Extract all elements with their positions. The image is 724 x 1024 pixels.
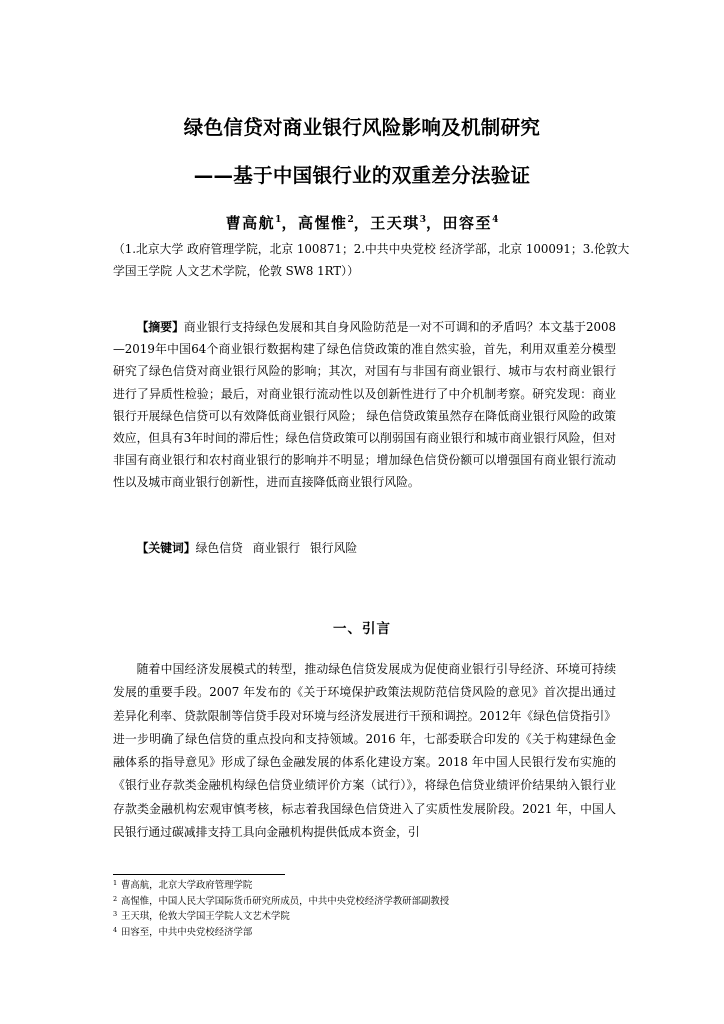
footnote xyxy=(113,909,616,925)
footnote-number: 2 xyxy=(113,894,118,903)
abstract-label: 【摘要】 xyxy=(136,320,184,334)
footnote-text: 高惺惟，中国人民大学国际货币研究所成员，中共中央党校经济学教研部副教授 xyxy=(121,895,450,907)
author-superscript: 1 xyxy=(275,215,282,225)
footnote-text: 王天琪，伦敦大学国王学院人文艺术学院 xyxy=(121,911,290,922)
author-name: 高惺惟 xyxy=(297,214,348,232)
author-name: 王天琪 xyxy=(370,214,420,232)
keyword-item: 银行风险 xyxy=(310,541,358,555)
footnote xyxy=(113,878,616,894)
keywords-label: 【关键词】 xyxy=(136,541,196,555)
author-separator: ， xyxy=(353,214,371,232)
paper-subtitle: ——基于中国银行业的双重差分法验证 xyxy=(193,164,531,187)
affiliations: （1.北京大学 政府管理学院，北京 100871；2.中共中央党校 经济学部，北京 100091；3.伦敦大学国王学院 人文艺术学院，伦敦 SW8 1RT）） xyxy=(113,242,630,278)
abstract-text: 商业银行支持绿色发展和其自身风险防范是一对不可调和的矛盾吗？本文基于2008—2019年中国64个商业银行数据构建了绿色信贷政策的准自然实验，首先，利用双重差分模型研究了绿色信贷对商业银行风险的影响；其次，对国有与非国有商业银行、城市与农村商业银行进行了异质性检验；最后，对商业银行流动性以及创新性进行了中介机制考察。研究发现：商业银行开展绿色信贷可以有效降低商业银行风险； 绿色信贷政策虽然存在降低商业银行风险的政策效应，但具有3年时间的滞后性；绿色信贷政策可以削弱国有商业银行和城市商业银行风险，但对非国有商业银行和农村商业银行的影响并不明显；增加绿色信贷份额可以增强国有商业银行流动性以及城市商业银行创新性，进而直接降低商业银行风险。 xyxy=(113,320,616,490)
keywords xyxy=(113,537,616,559)
keyword-item: 商业银行 xyxy=(252,541,300,555)
footnote-number: 4 xyxy=(113,925,118,934)
author-list xyxy=(0,212,724,233)
keyword-item: 绿色信贷 xyxy=(195,541,243,555)
footnote-number: 1 xyxy=(113,879,118,887)
author-superscript: 3 xyxy=(419,215,427,225)
body-paragraph: 随着中国经济发展模式的转型，推动绿色信贷发展成为促使商业银行引导经济、环境可持续发展的重要手段。2007 年发布的《关于环境保护政策法规防范信贷风险的意见》首次提出通过差异化利率、贷款限制等信贷手段对环境与经济发展进行干预和调控。2012年《绿色信贷指引》进一步明确了绿色信贷的重点投向和支持领域。2016 年，七部委联合印发的《关于构建绿色金融体系的指导意见》形成了绿色金融发展的体系化建设方案。2018 年中国人民银行发布实施的《银行业存款类金融机构绿色信贷业绩评价方案（试行）》，将绿色信贷业绩评价结果纳入银行业存款类金融机构宏观审慎考核，标志着我国绿色信贷进入了实质性发展阶段。2021 年，中国人民银行通过碳减排支持工具向金融机构提供低成本资金，引 xyxy=(113,662,616,840)
footnote xyxy=(113,925,616,941)
footnote xyxy=(113,894,616,910)
footnotes xyxy=(113,878,616,940)
section-heading: 一、引言 xyxy=(333,621,391,637)
footnote-text: 田容至，中共中央党校经济学部 xyxy=(121,926,253,938)
author-name: 曹高航 xyxy=(225,214,276,232)
footnote-text: 曹高航，北京大学政府管理学院 xyxy=(121,880,253,891)
paper-title: 绿色信贷对商业银行风险影响及机制研究 xyxy=(183,116,541,139)
author-separator: ， xyxy=(426,214,443,232)
author-name: 田容至 xyxy=(442,214,493,232)
footnote-divider xyxy=(113,874,285,875)
footnote-number: 3 xyxy=(113,910,118,918)
author-superscript: 2 xyxy=(347,215,354,225)
author-separator: ， xyxy=(281,214,298,232)
author-superscript: 4 xyxy=(492,215,499,225)
abstract xyxy=(113,316,616,494)
